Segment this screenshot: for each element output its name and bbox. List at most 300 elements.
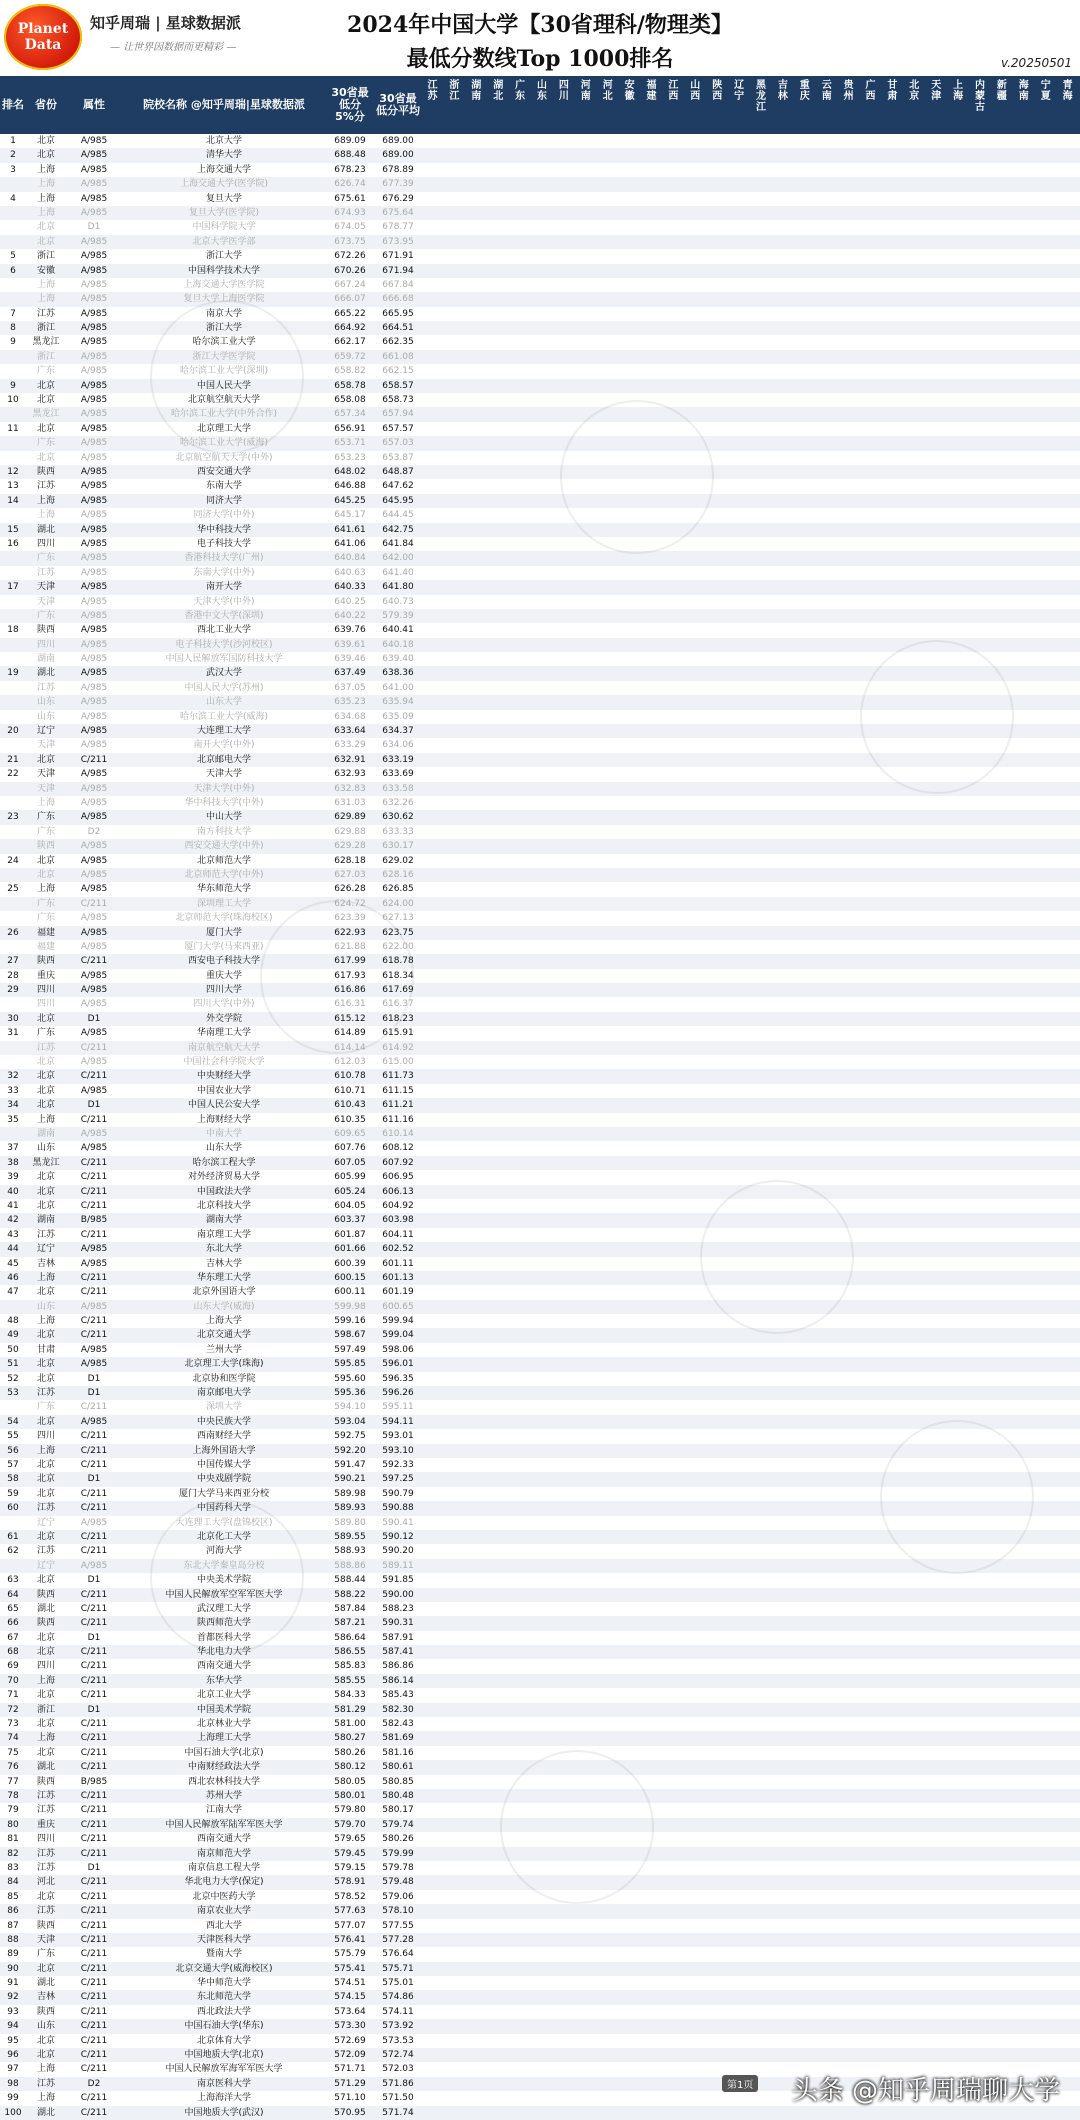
cell-avg: 641.84 (382, 538, 414, 549)
cell-min: 578.91 (334, 1877, 366, 1888)
table-row (0, 307, 1080, 321)
cell-min: 648.02 (334, 467, 366, 477)
cell-prov: 江苏 (36, 567, 55, 578)
cell-prov: 江苏 (36, 1229, 55, 1240)
cell-name: 北京交通大学(威海校区) (175, 1963, 273, 1974)
cell-rank: 5 (10, 251, 16, 262)
table-row (0, 1904, 1080, 1918)
cell-name: 华中科技大学(中外) (184, 798, 264, 808)
cell-rank: 64 (7, 1589, 19, 1600)
table-row (0, 537, 1080, 551)
cell-name: 同济大学(中外) (193, 510, 255, 521)
cell-name: 中央民族大学 (196, 1416, 251, 1427)
cell-avg: 593.01 (382, 1431, 414, 1442)
cell-min: 610.43 (334, 1100, 366, 1111)
cell-prov: 北京 (36, 1330, 55, 1341)
cell-name: 中央美术学院 (196, 1575, 251, 1586)
table-row (0, 580, 1080, 594)
cell-avg: 599.94 (382, 1316, 414, 1327)
cell-prov: 北京 (36, 1186, 55, 1197)
cell-min: 598.67 (334, 1330, 366, 1341)
cell-min: 588.86 (334, 1560, 366, 1571)
brand-slogan: — 让世界因数据而更精彩 — (110, 42, 237, 53)
cell-name: 西北政法大学 (196, 2006, 251, 2017)
cell-min: 591.47 (334, 1460, 366, 1470)
cell-prov: 广东 (36, 1028, 55, 1039)
cell-avg: 618.23 (382, 1013, 414, 1024)
cell-prov: 天津 (36, 596, 55, 607)
cell-name: 北京师范大学(珠海校区) (175, 913, 273, 924)
cell-name: 中国科学院大学 (192, 222, 256, 233)
cell-name: 北京师范大学(中外) (184, 869, 264, 880)
cell-attr: A/985 (80, 697, 108, 708)
watermark-seal (700, 1180, 854, 1334)
table-row (0, 1357, 1080, 1371)
cell-avg: 664.51 (382, 323, 414, 334)
cell-rank: 89 (7, 1949, 19, 1960)
table-row (0, 1674, 1080, 1688)
cell-avg: 635.94 (382, 697, 414, 708)
cell-avg: 577.28 (382, 1934, 414, 1945)
cell-name: 深圳理工大学 (196, 898, 251, 909)
cell-rank (0, 177, 26, 191)
table-row (0, 1386, 1080, 1400)
cell-attr: D1 (87, 1632, 101, 1643)
cell-min: 595.85 (334, 1359, 366, 1370)
cell-avg: 606.13 (382, 1186, 414, 1197)
cell-rank (0, 350, 26, 364)
table-row (0, 954, 1080, 968)
cell-min: 616.31 (334, 999, 366, 1010)
cell-min: 658.08 (334, 395, 366, 406)
cell-min: 629.88 (334, 826, 366, 837)
cell-attr: C/211 (80, 1287, 108, 1298)
cell-name: 南方科技大学 (196, 826, 251, 837)
cell-attr: A/985 (80, 294, 108, 305)
table-row (0, 2034, 1080, 2048)
cell-min: 578.52 (334, 1891, 366, 1902)
cell-rank (0, 782, 26, 796)
cell-attr: C/211 (80, 1891, 108, 1902)
cell-attr: C/211 (80, 1229, 108, 1240)
cell-attr: C/211 (80, 1618, 108, 1629)
cell-min: 689.09 (334, 136, 366, 146)
cell-min: 609.65 (334, 1129, 366, 1139)
cell-min: 580.01 (334, 1791, 366, 1801)
cell-attr: A/985 (80, 193, 108, 204)
cell-avg: 580.85 (382, 1776, 414, 1787)
cell-prov: 四川 (36, 538, 55, 549)
cell-name: 哈尔滨工业大学(威海) (179, 438, 269, 449)
cell-prov: 北京 (36, 1100, 55, 1111)
cell-name: 西南财经大学 (196, 1431, 251, 1442)
cell-name: 上海交通大学 (196, 164, 251, 175)
cell-prov: 北京 (36, 1172, 55, 1183)
cell-name: 中央戏剧学院 (196, 1474, 251, 1485)
cell-min: 600.39 (334, 1258, 366, 1269)
cell-min: 670.26 (334, 265, 366, 276)
cell-rank: 80 (7, 1819, 19, 1830)
cell-attr: C/211 (80, 1848, 108, 1859)
cell-rank: 70 (7, 1675, 19, 1686)
col-header-province-8: 河南 (580, 80, 591, 102)
cell-avg: 602.52 (382, 1244, 414, 1255)
col-header-province-16: 黑龙江 (756, 80, 766, 113)
cell-prov: 北京 (36, 452, 55, 463)
cell-name: 深圳大学 (205, 1402, 242, 1413)
cell-attr: A/985 (80, 136, 108, 146)
cell-rank: 56 (7, 1445, 19, 1456)
cell-prov: 上海 (36, 164, 55, 175)
cell-rank: 69 (7, 1661, 19, 1672)
cell-rank: 57 (7, 1460, 19, 1470)
cell-avg: 675.64 (382, 207, 414, 218)
cell-name: 北京大学医学部 (192, 236, 256, 247)
cell-rank: 25 (7, 884, 19, 895)
cell-attr: C/211 (80, 1992, 108, 2003)
col-header-province-19: 云南 (821, 80, 832, 102)
table-row (0, 436, 1080, 450)
col-header-province-10: 安徽 (624, 80, 635, 102)
col-header-province-12: 江西 (668, 80, 679, 102)
cell-rank: 42 (7, 1215, 19, 1226)
cell-avg: 590.79 (382, 1488, 414, 1499)
cell-min: 597.49 (334, 1344, 366, 1355)
cell-attr: D1 (87, 1100, 101, 1111)
col-header-province-9: 河北 (602, 80, 613, 102)
cell-prov: 上海 (36, 179, 55, 190)
table-row (0, 854, 1080, 868)
cell-avg: 580.61 (382, 1762, 414, 1773)
col-header-province-7: 四川 (558, 80, 569, 102)
watermark-seal (880, 1420, 1034, 1574)
cell-min: 617.93 (334, 970, 366, 981)
cell-prov: 广东 (36, 913, 55, 924)
cell-prov: 陕西 (36, 841, 55, 852)
table-row (0, 494, 1080, 508)
cell-attr: D1 (87, 1474, 101, 1485)
cell-rank: 71 (7, 1690, 19, 1701)
table-header (0, 76, 1080, 134)
cell-rank: 88 (7, 1934, 19, 1945)
cell-name: 南开大学 (205, 582, 242, 593)
cell-prov: 山东 (36, 2021, 55, 2032)
table-row (0, 1257, 1080, 1271)
cell-prov: 山东 (36, 711, 55, 722)
table-row (0, 1631, 1080, 1645)
cell-name: 南京信息工程大学 (187, 1862, 260, 1873)
cell-prov: 北京 (36, 222, 55, 233)
cell-prov: 北京 (36, 1287, 55, 1298)
cell-attr: C/211 (80, 1603, 108, 1614)
table-row (0, 1098, 1080, 1112)
cell-avg: 598.06 (382, 1344, 414, 1355)
col-header-province-6: 山东 (537, 80, 547, 102)
watermark-seal (500, 1750, 654, 1904)
cell-attr: C/211 (80, 1330, 108, 1341)
footer-watermark: 头条 @知乎周瑞聊大学 (791, 2076, 1060, 2106)
cell-name: 中南大学 (205, 1129, 242, 1139)
table-row (0, 1328, 1080, 1342)
cell-min: 573.30 (334, 2021, 366, 2032)
cell-rank (0, 1300, 26, 1314)
cell-avg: 601.13 (382, 1272, 414, 1283)
cell-attr: A/985 (80, 1416, 108, 1427)
cell-prov: 江苏 (36, 682, 55, 693)
watermark-seal (150, 1500, 304, 1654)
cell-min: 604.05 (334, 1200, 366, 1211)
table-row (0, 1127, 1080, 1141)
cell-name: 南京师范大学 (196, 1848, 251, 1859)
cell-attr: A/985 (80, 524, 108, 535)
cell-prov: 上海 (36, 495, 55, 506)
col-header-province-22: 甘肃 (887, 80, 898, 102)
table-row (0, 1962, 1080, 1976)
cell-prov: 北京 (36, 423, 55, 434)
cell-avg: 653.87 (382, 452, 414, 463)
cell-min: 617.99 (334, 956, 366, 967)
cell-rank: 90 (7, 1963, 19, 1974)
cell-rank: 11 (7, 423, 19, 434)
cell-attr: C/211 (80, 1934, 108, 1945)
cell-avg: 601.11 (382, 1258, 414, 1269)
col-header-rank: 排名 (2, 98, 24, 111)
cell-rank (0, 997, 26, 1011)
cell-rank (0, 1400, 26, 1414)
cell-name: 东北师范大学 (196, 1992, 251, 2003)
cell-name: 电子科技大学(沙河校区) (175, 639, 273, 650)
cell-rank (0, 897, 26, 911)
cell-attr: C/211 (80, 1690, 108, 1701)
cell-name: 中国科学技术大学 (187, 265, 260, 276)
cell-min: 639.46 (334, 654, 366, 665)
cell-prov: 湖南 (36, 1129, 55, 1139)
cell-attr: A/985 (80, 1258, 108, 1269)
cell-attr: C/211 (80, 1503, 108, 1514)
cell-rank: 87 (7, 1920, 19, 1931)
cell-name: 香港中文大学(深圳) (184, 610, 264, 621)
page-header (0, 0, 1080, 76)
cell-min: 639.61 (334, 639, 366, 650)
cell-attr: A/985 (80, 913, 108, 924)
cell-rank: 82 (7, 1848, 19, 1859)
table-row (0, 1113, 1080, 1127)
cell-prov: 湖北 (36, 1603, 55, 1614)
cell-avg: 577.55 (382, 1920, 414, 1931)
table-row (0, 983, 1080, 997)
cell-name: 华中师范大学 (196, 1978, 251, 1989)
cell-min: 570.95 (334, 2107, 366, 2118)
cell-name: 武汉大学 (205, 668, 242, 679)
cell-name: 四川大学(中外) (193, 999, 255, 1010)
cell-rank: 53 (7, 1388, 19, 1399)
cell-avg: 579.74 (382, 1819, 414, 1830)
cell-name: 北京科技大学 (196, 1200, 251, 1211)
cell-rank: 83 (7, 1862, 19, 1873)
cell-name: 南京农业大学 (196, 1906, 251, 1917)
cell-min: 673.75 (334, 236, 366, 247)
cell-attr: C/211 (80, 1316, 108, 1327)
cell-avg: 629.02 (382, 855, 414, 866)
cell-attr: A/985 (80, 337, 108, 348)
cell-prov: 北京 (36, 1416, 55, 1427)
cell-min: 605.99 (334, 1172, 366, 1183)
table-row (0, 1990, 1080, 2004)
cell-rank (0, 1041, 26, 1055)
cell-rank (0, 1559, 26, 1573)
col-header-province-11: 福建 (646, 80, 657, 102)
cell-min: 675.61 (334, 193, 366, 204)
cell-name: 香港科技大学(广州) (184, 553, 264, 564)
cell-name: 北京理工大学 (196, 423, 251, 434)
cell-min: 580.26 (334, 1747, 366, 1758)
cell-prov: 上海 (36, 1316, 55, 1327)
cell-rank: 23 (7, 812, 19, 823)
cell-min: 615.12 (334, 1013, 366, 1024)
cell-prov: 陕西 (36, 2006, 55, 2017)
cell-rank (0, 407, 26, 421)
cell-attr: A/985 (80, 467, 108, 477)
table-row (0, 1041, 1080, 1055)
cell-avg: 587.41 (382, 1647, 414, 1658)
cell-min: 640.84 (334, 553, 366, 564)
cell-avg: 590.00 (382, 1589, 414, 1600)
cell-min: 637.49 (334, 668, 366, 679)
cell-name: 西南交通大学 (196, 1661, 251, 1672)
cell-avg: 677.39 (382, 179, 414, 190)
cell-name: 浙江大学 (205, 251, 242, 262)
cell-attr: C/211 (80, 1272, 108, 1283)
cell-avg: 614.92 (382, 1042, 414, 1053)
watermark-seal (150, 300, 304, 454)
cell-attr: A/985 (80, 1301, 108, 1312)
cell-avg: 623.75 (382, 927, 414, 938)
cell-avg: 575.71 (382, 1963, 414, 1974)
cell-rank: 22 (7, 769, 19, 780)
cell-min: 600.15 (334, 1272, 366, 1283)
cell-min: 632.83 (334, 783, 366, 794)
table-row (0, 422, 1080, 436)
cell-min: 572.69 (334, 2035, 366, 2046)
cell-min: 579.65 (334, 1834, 366, 1845)
cell-avg: 574.86 (382, 1992, 414, 2003)
cell-name: 苏州大学 (205, 1791, 242, 1801)
cell-avg: 611.15 (382, 1085, 414, 1096)
cell-rank: 29 (7, 985, 19, 996)
cell-name: 上海大学 (205, 1316, 242, 1327)
cell-avg: 635.09 (382, 711, 414, 722)
table-row (0, 1170, 1080, 1184)
cell-name: 电子科技大学 (196, 538, 251, 549)
cell-attr: A/985 (80, 682, 108, 693)
cell-name: 天津大学(中外) (193, 596, 255, 607)
cell-avg: 589.11 (382, 1560, 414, 1571)
table-row (0, 868, 1080, 882)
cell-rank: 31 (7, 1028, 19, 1039)
cell-attr: A/985 (80, 769, 108, 780)
cell-min: 579.15 (334, 1862, 366, 1873)
cell-attr: C/211 (80, 1071, 108, 1082)
cell-rank (0, 652, 26, 666)
cell-name: 武汉理工大学 (196, 1603, 251, 1614)
cell-attr: A/985 (80, 567, 108, 578)
cell-rank (0, 1516, 26, 1530)
cell-avg: 640.73 (382, 596, 414, 607)
cell-name: 中国农业大学 (196, 1085, 251, 1096)
cell-rank: 68 (7, 1647, 19, 1658)
cell-min: 612.03 (334, 1057, 366, 1068)
cell-name: 中国政法大学 (196, 1186, 251, 1197)
table-row (0, 292, 1080, 306)
cell-prov: 北京 (36, 1200, 55, 1211)
cell-attr: A/985 (80, 1085, 108, 1096)
cell-rank: 24 (7, 855, 19, 866)
cell-min: 571.10 (334, 2093, 366, 2104)
cell-avg: 666.68 (382, 294, 414, 305)
cell-rank: 91 (7, 1978, 19, 1989)
table-row (0, 508, 1080, 522)
cell-prov: 四川 (36, 1431, 55, 1442)
col-header-province-15: 辽宁 (734, 80, 745, 102)
cell-attr: C/211 (80, 2035, 108, 2046)
cell-attr: C/211 (80, 1949, 108, 1960)
cell-avg: 647.62 (382, 481, 414, 492)
cell-attr: A/985 (80, 538, 108, 549)
cell-rank: 78 (7, 1791, 19, 1801)
cell-attr: C/211 (80, 2093, 108, 2104)
col-header-province-26: 内蒙古 (975, 80, 985, 113)
cell-attr: A/985 (80, 841, 108, 852)
cell-avg: 678.77 (382, 222, 414, 233)
cell-attr: A/985 (80, 495, 108, 506)
cell-name: 哈尔滨工业大学(中外合作) (170, 409, 278, 420)
cell-prov: 黑龙江 (32, 337, 60, 348)
cell-avg: 641.40 (382, 567, 414, 578)
cell-rank: 86 (7, 1906, 19, 1917)
table-row (0, 1069, 1080, 1083)
cell-prov: 天津 (36, 740, 55, 751)
cell-avg: 657.03 (382, 438, 414, 449)
cell-prov: 甘肃 (36, 1344, 55, 1355)
cell-min: 633.64 (334, 726, 366, 737)
cell-attr: C/211 (80, 1661, 108, 1672)
cell-avg: 618.34 (382, 970, 414, 981)
cell-attr: A/985 (80, 999, 108, 1010)
cell-name: 大连理工大学 (196, 726, 251, 737)
cell-min: 600.11 (334, 1287, 366, 1298)
cell-prov: 湖北 (36, 524, 55, 535)
table-row (0, 1947, 1080, 1961)
cell-min: 595.60 (334, 1373, 366, 1384)
cell-avg: 593.10 (382, 1445, 414, 1456)
cell-attr: C/211 (80, 1963, 108, 1974)
cell-min: 575.79 (334, 1949, 366, 1960)
cell-prov: 上海 (36, 798, 55, 808)
cell-rank (0, 825, 26, 839)
cell-attr: C/211 (80, 1488, 108, 1499)
cell-name: 中国人民公安大学 (187, 1100, 260, 1111)
cell-prov: 上海 (36, 884, 55, 895)
cell-rank: 49 (7, 1330, 19, 1341)
cell-min: 589.55 (334, 1531, 366, 1542)
cell-min: 587.21 (334, 1618, 366, 1629)
cell-name: 中国石油大学(北京) (184, 1747, 264, 1758)
cell-min: 665.22 (334, 308, 366, 319)
cell-rank: 79 (7, 1805, 19, 1816)
cell-prov: 上海 (36, 1272, 55, 1283)
cell-attr: D2 (87, 826, 101, 837)
col-header-province-23: 北京 (909, 80, 920, 102)
